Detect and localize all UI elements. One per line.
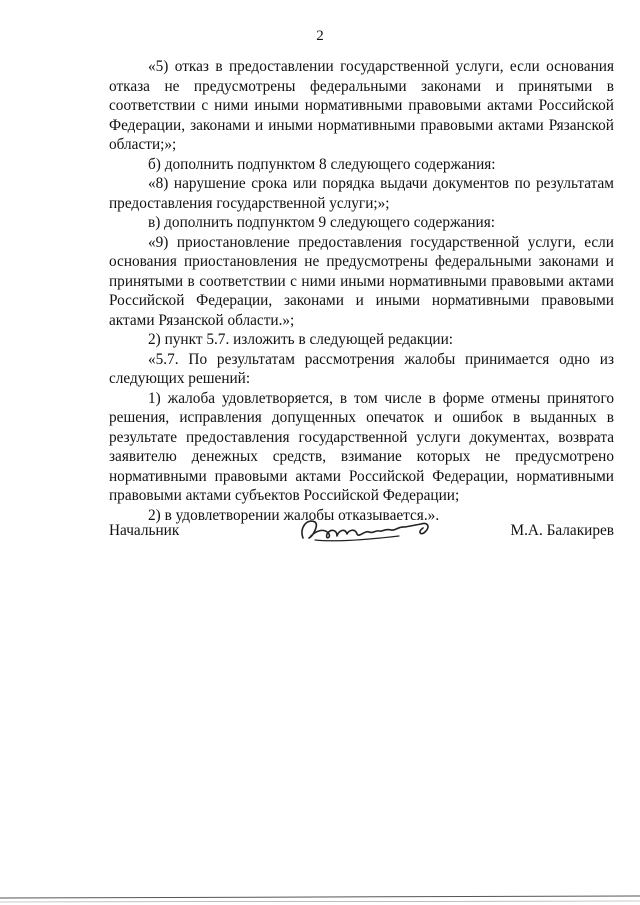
page-number: 2 [316, 28, 324, 44]
scan-artifact-edge [0, 878, 640, 905]
paragraph-decision-1: 1) жалоба удовлетворяется, в том числе в форме отмены принятого решения, исправления допущенных опечаток и ошибок в выданных в результате предоставления государственной услуги документах, возврата заявителю денежных средств, взимание которых не предусмотрено нормативными правовыми актами Российской Федерации, нормативными правовыми актами субъектов Российской Федерации; [109, 389, 614, 504]
signer-name: М.А. Балакирев [510, 522, 614, 539]
signature-block [109, 500, 614, 560]
paragraph-item-2: 2) пункт 5.7. изложить в следующей редакции: [148, 331, 454, 348]
paragraph-subitem-9: «9) приостановление предоставления государственной услуги, если основания приостановления не предусмотрены федеральными законами и принятыми в соответствии с ними иными нормативными правовыми актами Российской Федерации, законами и иными нормативными правовыми актами Рязанской области.»; [109, 233, 614, 329]
handwritten-signature [295, 500, 445, 555]
paragraph-decision-2: 2) в удовлетворении жалобы отказывается.». [148, 506, 440, 524]
paragraph-subitem-5: «5) отказ в предоставлении государственной услуги, если основания отказа не предусмотрены федеральными законами и принятыми в соответствии с ними иными нормативными правовыми актами Российской Федерации, законами и иными нормативными правовыми актами Рязанской области;»; [109, 58, 614, 153]
signer-position: Начальник [109, 522, 180, 539]
document-body [109, 57, 614, 525]
paragraph-subitem-8: «8) нарушение срока или порядка выдачи документов по результатам предоставления государственной услуги;»; [109, 175, 614, 212]
paragraph-instruction-v: в) дополнить подпунктом 9 следующего содержания: [148, 214, 495, 231]
paragraph-instruction-b: б) дополнить подпунктом 8 следующего содержания: [148, 155, 496, 173]
paragraph-clause-5-7: «5.7. По результатам рассмотрения жалобы принимается одно из следующих решений: [109, 350, 614, 387]
